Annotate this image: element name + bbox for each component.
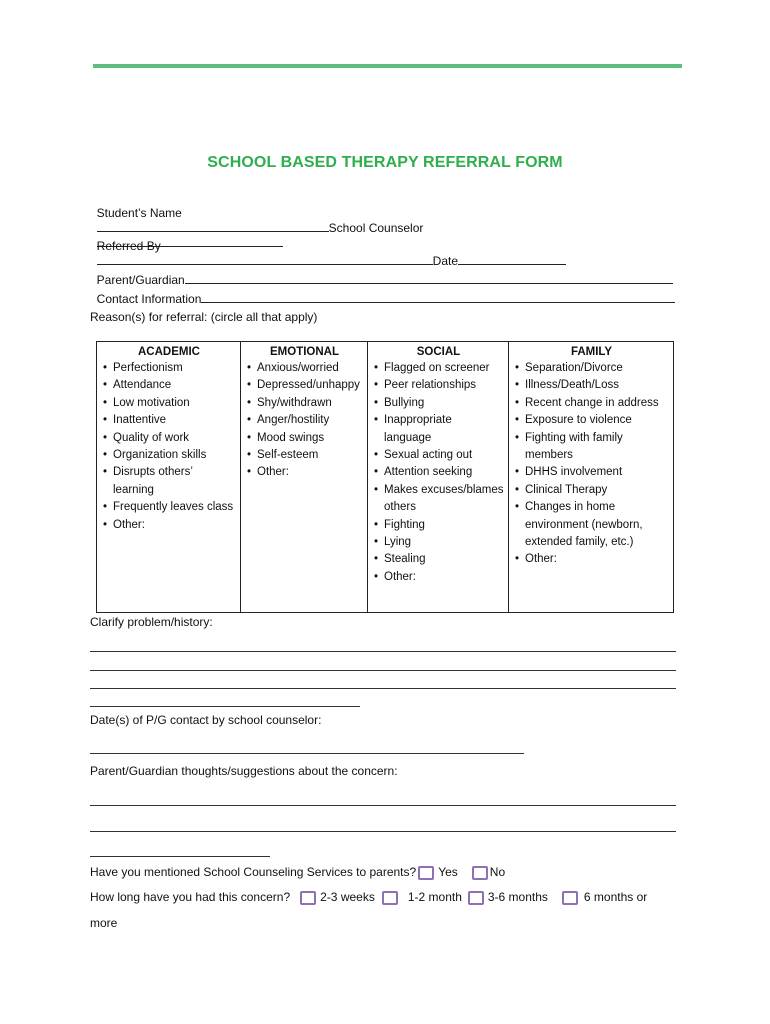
emotional-heading: EMOTIONAL [270, 346, 339, 358]
pg-thoughts-label: Parent/Guardian thoughts/suggestions about the concern: [90, 764, 398, 778]
clarify-line-2[interactable] [90, 670, 676, 671]
reason-item[interactable]: • Inappropriate language [373, 412, 464, 447]
academic-heading: ACADEMIC [138, 346, 200, 358]
reason-item[interactable]: • Organization skills [102, 447, 236, 464]
reason-item[interactable]: • Fighting with family members [514, 430, 650, 465]
reason-item[interactable]: • Separation/Divorce [514, 360, 669, 377]
reason-item[interactable]: • Changes in home environment (newborn, extended family, etc.) [514, 499, 660, 551]
reason-item[interactable]: • Frequently leaves class [102, 499, 236, 516]
clarify-line-1[interactable] [90, 651, 676, 652]
reason-item[interactable]: • Quality of work [102, 430, 236, 447]
reason-item[interactable]: • Peer relationships [373, 377, 504, 394]
reason-item[interactable]: • Low motivation [102, 395, 236, 412]
header-accent-bar [93, 64, 682, 68]
reason-item[interactable]: • Disrupts others’ learning [102, 464, 208, 499]
reason-item[interactable]: • Anger/hostility [246, 412, 363, 429]
reason-item[interactable]: • Other: [102, 517, 236, 534]
duration-option: 6 months or [583, 890, 648, 904]
date-label: Date [432, 254, 459, 268]
student-name-label: Student’s Name [96, 206, 182, 220]
duration-question: How long have you had this concern? [90, 890, 291, 904]
mentioned-question: Have you mentioned School Counseling Services to parents? [90, 865, 417, 879]
reason-item[interactable]: • Anxious/worried [246, 360, 363, 377]
pg-contact-label: Date(s) of P/G contact by school counselor: [90, 713, 322, 727]
family-heading: FAMILY [570, 346, 613, 358]
school-counselor-label: School Counselor [328, 221, 424, 235]
reason-item[interactable]: • Mood swings [246, 430, 363, 447]
reason-item[interactable]: • Makes excuses/blames others [373, 482, 509, 517]
emotional-column [241, 342, 368, 613]
no-checkbox[interactable] [472, 866, 488, 880]
social-heading: SOCIAL [416, 346, 461, 358]
reason-item[interactable]: • Flagged on screener [373, 360, 504, 377]
yes-label: Yes [438, 865, 458, 879]
reasons-table [96, 341, 674, 613]
reason-item[interactable]: • Shy/withdrawn [246, 395, 363, 412]
duration-row [90, 889, 647, 905]
reason-item[interactable]: • Depressed/unhappy [246, 377, 363, 394]
reason-item[interactable]: • Other: [514, 551, 669, 568]
contact-info-row [90, 277, 675, 306]
clarify-line-4[interactable] [90, 706, 360, 707]
reason-item[interactable]: • Other: [246, 464, 363, 481]
duration-option: 1-2 month [407, 890, 462, 904]
pg-thoughts-line-1[interactable] [90, 805, 676, 806]
reason-item[interactable]: • Lying [373, 534, 504, 551]
duration-checkbox-1-2-month[interactable] [382, 891, 398, 905]
reasons-prompt: Reason(s) for referral: (circle all that apply) [90, 310, 318, 324]
contact-info-field[interactable] [201, 291, 675, 303]
reason-item[interactable]: • Bullying [373, 395, 504, 412]
reason-item[interactable]: • Exposure to violence [514, 412, 669, 429]
duration-checkbox-6-months[interactable] [562, 891, 578, 905]
pg-thoughts-line-3[interactable] [90, 856, 270, 857]
reason-item[interactable]: • Attendance [102, 377, 236, 394]
academic-column [97, 342, 241, 613]
reason-item[interactable]: • Clinical Therapy [514, 482, 669, 499]
duration-checkbox-2-3-weeks[interactable] [300, 891, 316, 905]
reason-item[interactable]: • Self-esteem [246, 447, 363, 464]
duration-option: 2-3 weeks [320, 890, 375, 904]
form-title: SCHOOL BASED THERAPY REFERRAL FORM [207, 154, 563, 171]
reason-item[interactable]: • Inattentive [102, 412, 236, 429]
duration-checkbox-3-6-months[interactable] [468, 891, 484, 905]
clarify-line-3[interactable] [90, 688, 676, 689]
reason-item[interactable]: • DHHS involvement [514, 464, 669, 481]
reason-item[interactable]: • Illness/Death/Loss [514, 377, 669, 394]
pg-thoughts-line-2[interactable] [90, 831, 676, 832]
reason-item[interactable]: • Stealing [373, 551, 504, 568]
pg-contact-line[interactable] [90, 753, 524, 754]
duration-option: 3-6 months [487, 890, 548, 904]
family-column [509, 342, 674, 613]
social-column [368, 342, 509, 613]
reason-item[interactable]: • Fighting [373, 517, 504, 534]
reason-item[interactable]: • Perfectionism [102, 360, 236, 377]
mentioned-row [90, 864, 505, 880]
clarify-label: Clarify problem/history: [90, 615, 213, 629]
reason-item[interactable]: • Other: [373, 569, 504, 586]
referred-by-label: Referred By [96, 239, 161, 253]
reason-item[interactable]: • Sexual acting out [373, 447, 504, 464]
contact-info-label: Contact Information [96, 292, 202, 306]
no-label: No [489, 865, 506, 879]
yes-checkbox[interactable] [418, 866, 434, 880]
parent-guardian-label: Parent/Guardian [96, 273, 185, 287]
reason-item[interactable]: • Recent change in address [514, 395, 669, 412]
duration-trailing: more [90, 916, 118, 930]
reason-item[interactable]: • Attention seeking [373, 464, 504, 481]
